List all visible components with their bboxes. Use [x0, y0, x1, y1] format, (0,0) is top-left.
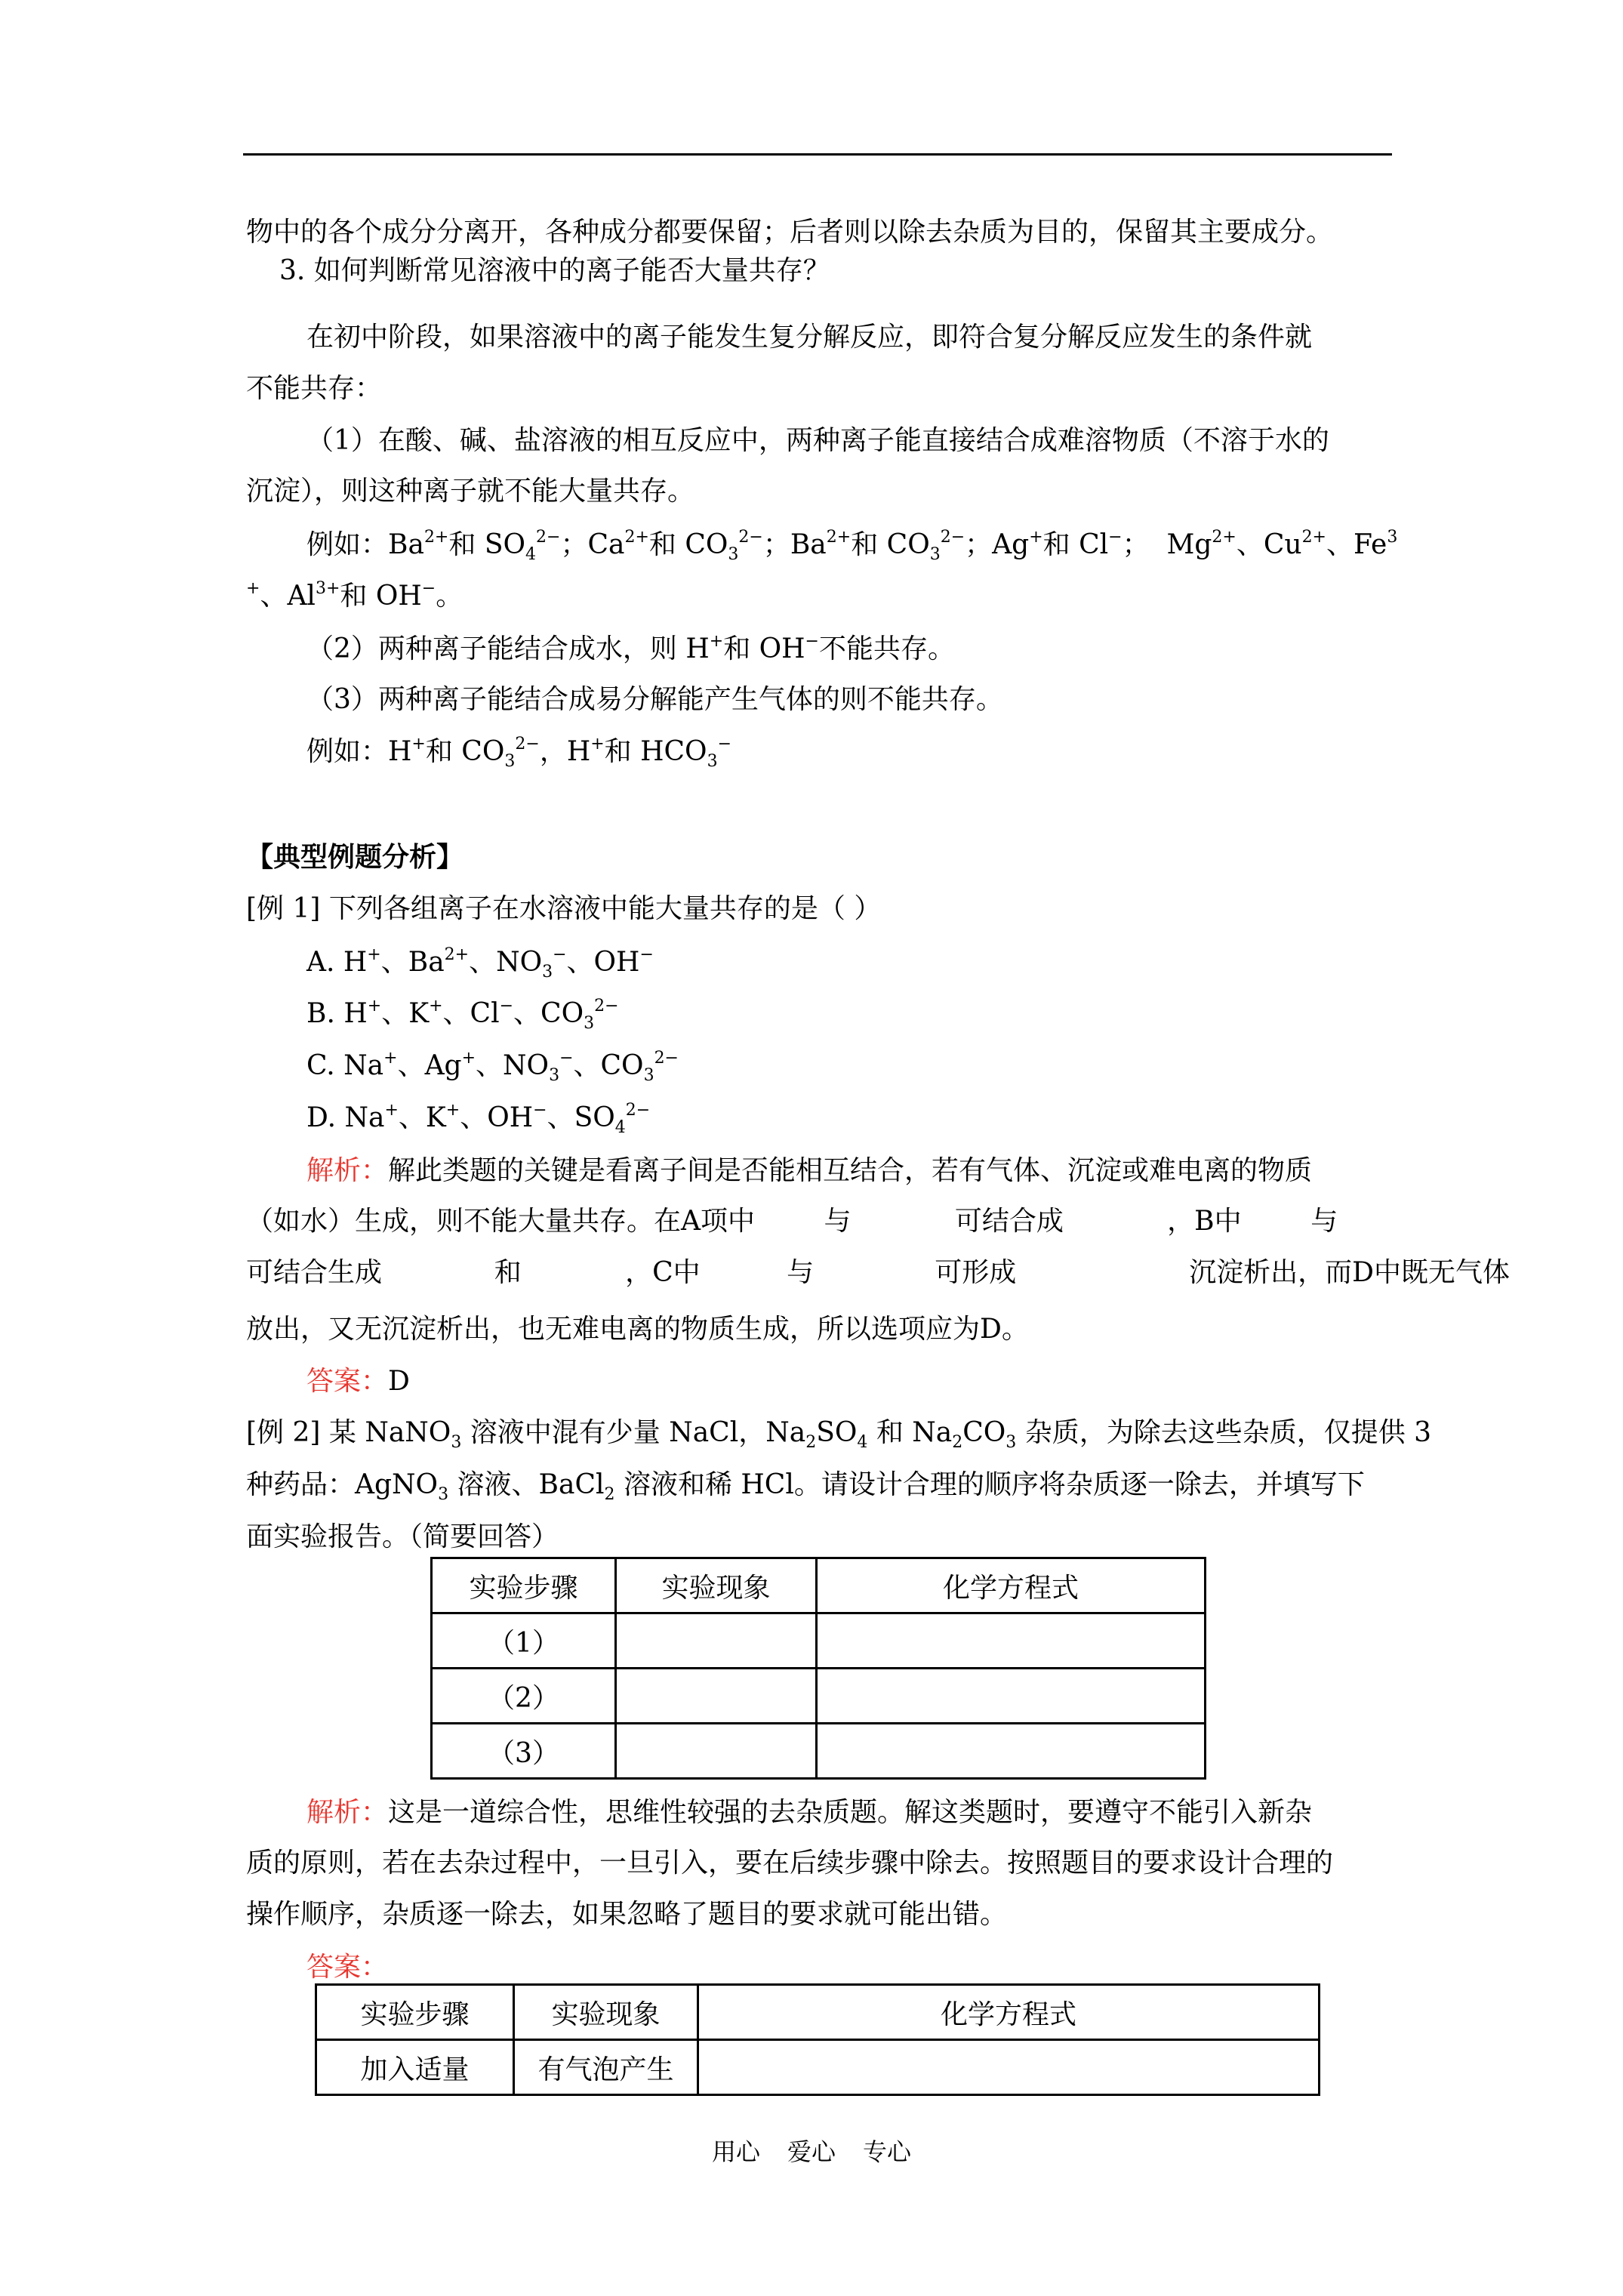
- page-footer: [0, 2133, 1623, 2168]
- table-cell: 加入适量: [316, 2040, 514, 2095]
- analysis-label: 解析：: [306, 1797, 389, 1828]
- paragraph-line: （1）在酸、碱、盐溶液的相互反应中，两种离子能直接结合成难溶物质（不溶于水的: [306, 425, 1329, 456]
- answer-2: [306, 1949, 388, 1986]
- analysis-1-line: 可结合生成 和 ，C中 与 可形成 沉淀析出，而D中既无气体: [246, 1257, 1511, 1288]
- example-2-line: [例 2] 某 NaNO$_3$ 溶液中混有少量 NaCl，$Na_2SO_4$ 和 $Na_2CO_3$ 杂质，为除去这些杂质，仅提供 3: [246, 1417, 1432, 1452]
- report-table-answer: [315, 1983, 1320, 2096]
- paragraph-line: 沉淀），则这种离子就不能大量共存。: [246, 476, 695, 507]
- table-cell: （2）: [432, 1669, 616, 1724]
- table-cell: [817, 1613, 1206, 1669]
- answer-label: 答案：: [306, 1952, 389, 1983]
- answer-1: 答案：D: [306, 1366, 410, 1397]
- table-cell: [616, 1669, 817, 1724]
- paragraph-line: （2）两种离子能结合成水，则 H+和 OH−不能共存。: [306, 632, 955, 664]
- footer-text: 用心: [711, 2137, 760, 2166]
- paragraph-line: 物中的各个成分分离开，各种成分都要保留；后者则以除去杂质为目的，保留其主要成分。: [246, 217, 1334, 248]
- example-1-question: [例 1] 下列各组离子在水溶液中能大量共存的是（ ）: [246, 893, 882, 924]
- table-cell: （1）: [432, 1613, 616, 1669]
- table-header: 化学方程式: [817, 1558, 1206, 1613]
- footer-text: 爱心: [787, 2137, 836, 2166]
- table-cell: （3）: [432, 1724, 616, 1779]
- table-header: 实验步骤: [432, 1558, 616, 1613]
- analysis-label: 解析：: [306, 1155, 389, 1186]
- analysis-2: 解析：这是一道综合性，思维性较强的去杂质题。解这类题时，要遵守不能引入新杂: [306, 1797, 1313, 1828]
- paragraph-line: 不能共存：: [246, 373, 383, 404]
- table-cell: 有气泡产生: [514, 2040, 698, 2095]
- footer-text: 专心: [863, 2137, 912, 2166]
- analysis-1-line: （如水）生成，则不能大量共存。在A项中 与 可结合成 ，B中 与: [246, 1206, 1338, 1237]
- section-heading: 【典型例题分析】: [246, 841, 464, 873]
- example-ions-line: 例如：$Ba^{2+}$和 $SO_4^{2-}$；$Ca^{2+}$和 $CO_3^{2-}$；$Ba^{2+}$和 $CO_3^{2-}$；Ag+和 Cl−； $Mg^{2+}$、$Cu^{2+}$、Fe$^3$: [306, 528, 1398, 564]
- option-d: D. Na+、K+、OH−、$SO_4^{2-}$: [306, 1101, 651, 1137]
- paragraph-line: （3）两种离子能结合成易分解能产生气体的则不能共存。: [306, 684, 1003, 715]
- table-cell: [616, 1724, 817, 1779]
- analysis-1-line: 放出，又无沉淀析出，也无难电离的物质生成，所以选项应为D。: [246, 1314, 1029, 1345]
- table-header: 化学方程式: [698, 1985, 1320, 2040]
- answer-label: 答案：: [306, 1366, 389, 1397]
- analysis-2-line: 操作顺序，杂质逐一除去，如果忽略了题目的要求就可能出错。: [246, 1899, 1008, 1930]
- example-2-line: 种药品：AgNO$_3$ 溶液、BaCl$_2$ 溶液和稀 HCl。请设计合理的顺序将杂质逐一除去，并填写下: [246, 1469, 1365, 1504]
- table-header: 实验步骤: [316, 1985, 514, 2040]
- report-table-blank: [430, 1557, 1206, 1780]
- paragraph-line: 在初中阶段，如果溶液中的离子能发生复分解反应，即符合复分解反应发生的条件就: [306, 322, 1313, 353]
- example-2-line: 面实验报告。（简要回答）: [246, 1521, 559, 1552]
- table-header: 实验现象: [616, 1558, 817, 1613]
- table-cell: [698, 2040, 1320, 2095]
- option-a: A. H+、$Ba^{2+}$、$NO_3^-$、OH−: [306, 945, 654, 982]
- table-cell: [616, 1613, 817, 1669]
- analysis-1: 解析：解此类题的关键是看离子间是否能相互结合，若有气体、沉淀或难电离的物质: [306, 1155, 1313, 1186]
- example-ions-line: 例如：H+和 $CO_3^{2-}$，H+和 $HCO_3^-$: [306, 735, 731, 771]
- question-3: 3. 如何判断常见溶液中的离子能否大量共存？: [279, 255, 830, 286]
- table-cell: [817, 1724, 1206, 1779]
- table-header: 实验现象: [514, 1985, 698, 2040]
- option-b: B. H+、K+、Cl−、$CO_3^{2-}$: [306, 997, 619, 1033]
- option-c: C. Na+、Ag+、$NO_3^-$、$CO_3^{2-}$: [306, 1049, 679, 1085]
- table-cell: [817, 1669, 1206, 1724]
- example-ions-line: +、$Al^{3+}$和 OH−。: [246, 579, 463, 612]
- header-rule: [243, 153, 1392, 156]
- analysis-2-line: 质的原则，若在去杂过程中，一旦引入，要在后续步骤中除去。按照题目的要求设计合理的: [246, 1848, 1334, 1878]
